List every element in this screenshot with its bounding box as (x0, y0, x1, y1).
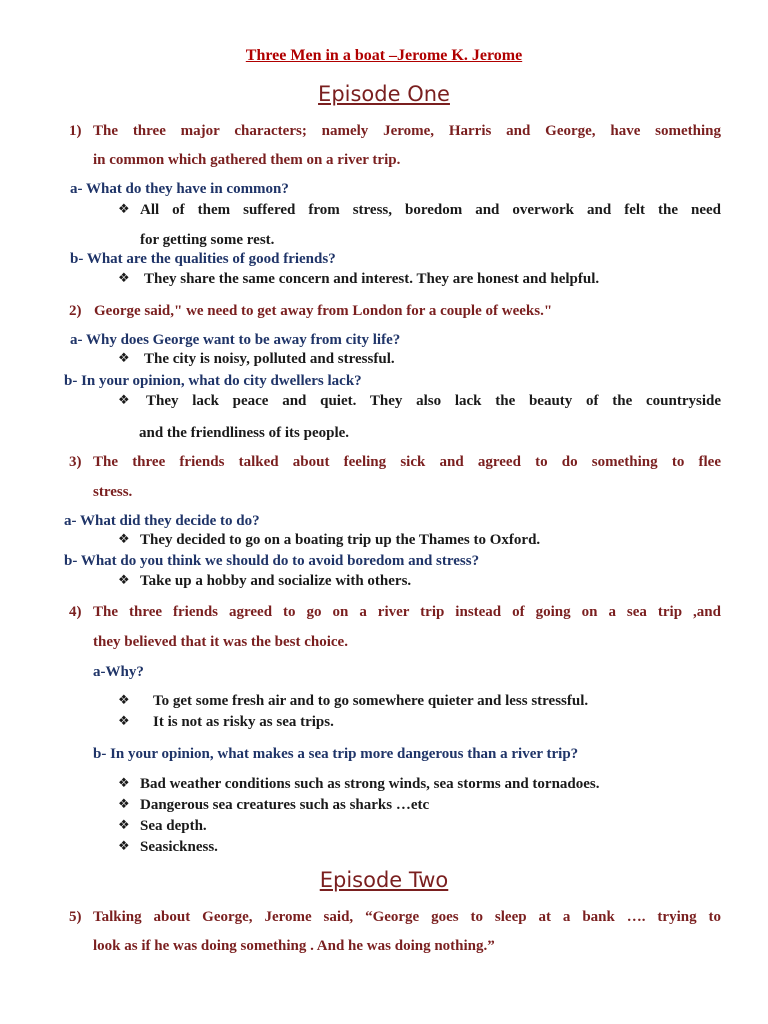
bullet-icon: ❖ (118, 797, 130, 812)
question-text: look as if he was doing something . And he was doing nothing.” (93, 938, 495, 954)
answer-text: Sea depth. (140, 818, 207, 834)
sub-question: a-Why? (93, 664, 144, 680)
answer-text: They decided to go on a boating trip up the Thames to Oxford. (140, 532, 541, 548)
answer-text: Seasickness. (140, 839, 218, 855)
answer-text: They share the same concern and interest. They are honest and helpful. (144, 271, 600, 287)
bullet-icon: ❖ (118, 271, 130, 286)
episode-one-heading: Episode One (318, 82, 450, 106)
bullet-icon: ❖ (118, 693, 130, 708)
sub-question: b- What do you think we should do to avoid boredom and stress? (64, 553, 480, 569)
question-text: The three major characters; namely Jerome, Harris and George, have something (93, 123, 721, 139)
answer-text: To get some fresh air and to go somewhere quieter and less stressful. (153, 693, 589, 709)
sub-question: a- What did they decide to do? (64, 513, 260, 529)
answer-text: for getting some rest. (140, 232, 275, 248)
document-title: Three Men in a boat –Jerome K. Jerome (245, 47, 523, 64)
question-number: 3) (69, 454, 82, 470)
episode-two-heading: Episode Two (319, 868, 449, 892)
answer-text: It is not as risky as sea trips. (153, 714, 334, 730)
question-number: 2) (69, 303, 82, 319)
question-text: The three friends talked about feeling sick and agreed to do something to flee (93, 454, 721, 470)
bullet-icon: ❖ (118, 532, 130, 547)
bullet-icon: ❖ (118, 202, 130, 217)
bullet-icon: ❖ (118, 351, 130, 366)
sub-question: a- What do they have in common? (70, 181, 289, 197)
sub-question: a- Why does George want to be away from city life? (70, 332, 401, 348)
bullet-icon: ❖ (118, 818, 130, 833)
question-text: they believed that it was the best choice. (93, 634, 348, 650)
answer-text: All of them suffered from stress, boredom and overwork and felt the need (140, 202, 721, 218)
question-text: stress. (93, 484, 133, 500)
bullet-icon: ❖ (118, 573, 130, 588)
bullet-icon: ❖ (118, 776, 130, 791)
sub-question: b- In your opinion, what do city dwellers lack? (64, 373, 362, 389)
answer-text: Dangerous sea creatures such as sharks …etc (140, 797, 430, 813)
question-text: George said," we need to get away from London for a couple of weeks." (94, 303, 553, 319)
answer-text: Take up a hobby and socialize with others. (140, 573, 412, 589)
question-number: 1) (69, 123, 82, 139)
question-number: 4) (69, 604, 82, 620)
answer-text: The city is noisy, polluted and stressful. (144, 351, 395, 367)
question-text: Talking about George, Jerome said, “George goes to sleep at a bank …. trying to (93, 909, 721, 925)
sub-question: b- In your opinion, what makes a sea trip more dangerous than a river trip? (93, 746, 579, 762)
bullet-icon: ❖ (118, 393, 130, 408)
answer-text: Bad weather conditions such as strong winds, sea storms and tornadoes. (140, 776, 600, 792)
bullet-icon: ❖ (118, 839, 130, 854)
question-text: in common which gathered them on a river trip. (93, 152, 401, 168)
question-text: The three friends agreed to go on a river trip instead of going on a sea trip ,and (93, 604, 721, 620)
answer-text: They lack peace and quiet. They also lack the beauty of the countryside (146, 393, 721, 409)
question-number: 5) (69, 909, 82, 925)
answer-text: and the friendliness of its people. (139, 425, 350, 441)
bullet-icon: ❖ (118, 714, 130, 729)
sub-question: b- What are the qualities of good friends? (70, 251, 336, 267)
